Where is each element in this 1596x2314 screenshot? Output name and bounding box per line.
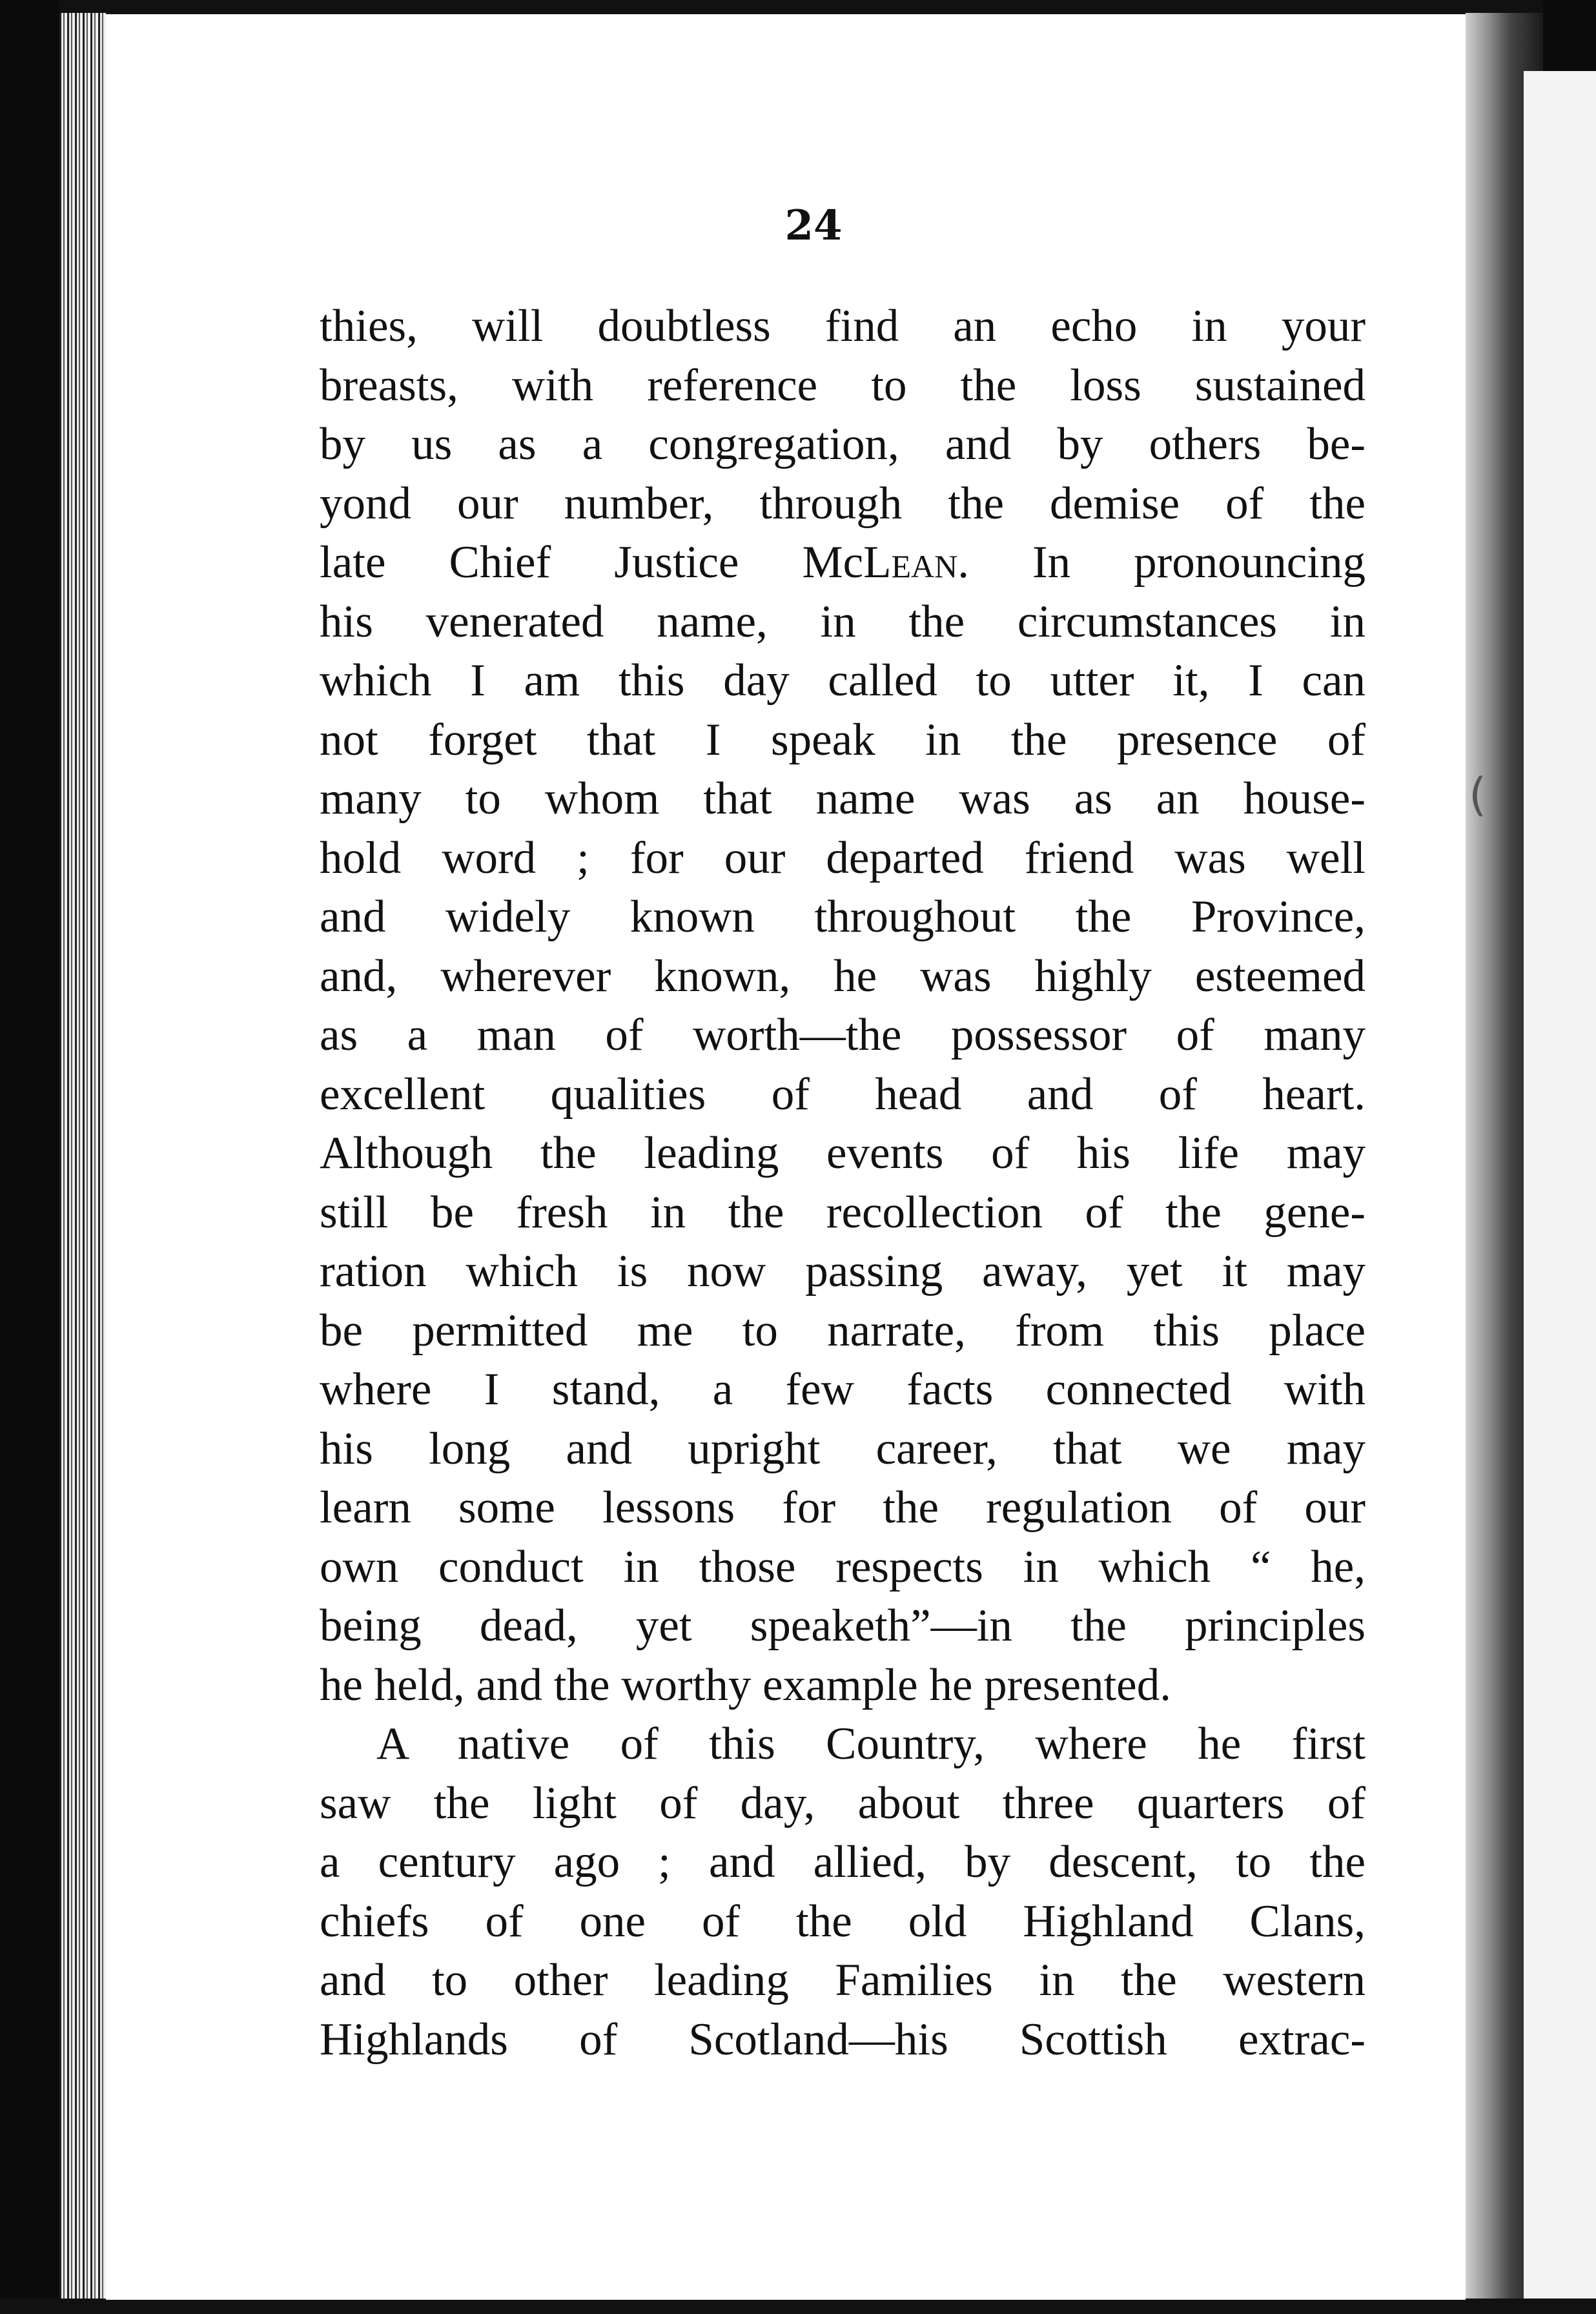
text-line: Highlands of Scotland—his Scottish extrac- (320, 2014, 1366, 2065)
text-line: excellent qualities of head and of heart. (320, 1069, 1366, 1120)
text-line: and widely known throughout the Province, (320, 892, 1366, 942)
book-page-edges (59, 13, 106, 2302)
text-line: and to other leading Families in the western (320, 1955, 1366, 2005)
text-line: still be fresh in the recollection of the gene- (320, 1187, 1366, 1238)
text-line: learn some lessons for the regulation of our (320, 1482, 1366, 1533)
text-line: yond our number, through the demise of the (320, 478, 1366, 529)
text-line: as a man of worth—the possessor of many (320, 1010, 1366, 1060)
text-line: ration which is now passing away, yet it may (320, 1246, 1366, 1296)
text-line: thies, will doubtless find an echo in your (320, 301, 1366, 351)
text-line: by us as a congregation, and by others be- (320, 419, 1366, 469)
text-line: a century ago ; and allied, by descent, to the (320, 1837, 1366, 1887)
text-line: be permitted me to narrate, from this place (320, 1305, 1366, 1356)
scan-border-bottom (0, 2299, 1596, 2314)
scan-border-top (0, 0, 1596, 15)
text-fragment: . In pronouncing (957, 537, 1366, 588)
text-line: own conduct in those respects in which “ he, (320, 1541, 1366, 1592)
paragraph-start-line: A native of this Country, where he first (376, 1719, 1366, 1769)
text-line: his venerated name, in the circumstances in (320, 596, 1366, 647)
text-line: he held, and the worthy example he presented. (320, 1659, 1171, 1710)
text-line: Although the leading events of his life may (320, 1128, 1366, 1178)
text-line: not forget that I speak in the presence of (320, 714, 1366, 765)
text-line: breasts, with reference to the loss sustained (320, 360, 1366, 411)
text-fragment: late Chief Justice Mc (320, 537, 864, 588)
text-line: which I am this day called to utter it, I can (320, 655, 1366, 706)
text-line: his long and upright career, that we may (320, 1423, 1366, 1474)
text-line-with-name (320, 533, 1366, 593)
text-line: chiefs of one of the old Highland Clans, (320, 1896, 1366, 1947)
text-line: many to whom that name was as an house- (320, 773, 1366, 824)
margin-bracket-mark: ( (1469, 768, 1487, 821)
surname-small-caps: Lean (863, 537, 958, 588)
body-text (320, 297, 1366, 2069)
text-line: saw the light of day, about three quarters of (320, 1777, 1366, 1828)
scan-border-left (0, 0, 59, 2314)
text-line: where I stand, a few facts connected with (320, 1364, 1366, 1415)
text-line: and, wherever known, he was highly esteemed (320, 950, 1366, 1001)
text-line: hold word ; for our departed friend was well (320, 832, 1366, 883)
facing-page-edge (1524, 71, 1596, 2299)
page-number: 24 (784, 201, 843, 250)
text-line: being dead, yet speaketh”—in the principles (320, 1601, 1366, 1651)
